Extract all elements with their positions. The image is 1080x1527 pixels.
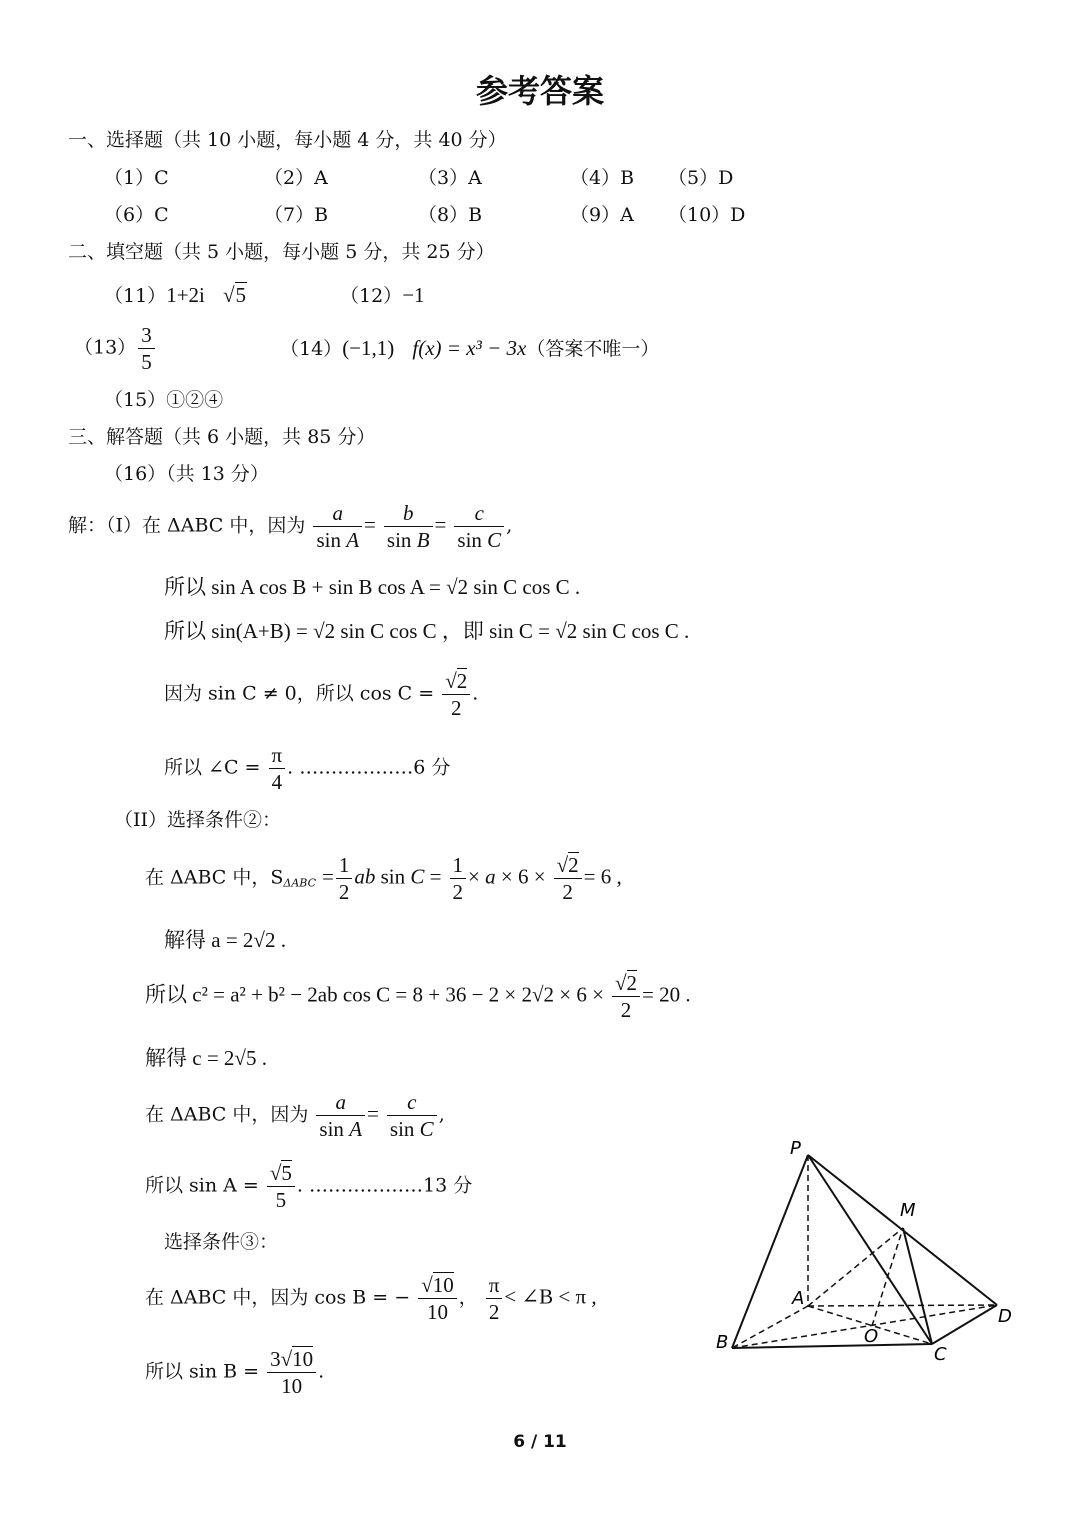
solution-line-9: 解得 c = 2√5 . (145, 1046, 267, 1070)
condition-3-header: 选择条件③： (164, 1231, 279, 1253)
section-2-header: 二、填空题（共 5 小题，每小题 5 分，共 25 分） (68, 241, 495, 263)
answer-4: （4）B (570, 167, 635, 189)
solution-line-8: 所以 c² = a² + b² − 2ab cos C = 8 + 36 − 2 × 2√2 × 6 × $\frac{√2}{2}$ = 20 . (145, 971, 691, 1022)
edge-AM (808, 1228, 903, 1306)
edge-BC (732, 1344, 932, 1348)
edge-PC (808, 1155, 932, 1344)
page-number: 6 / 11 (513, 1432, 567, 1452)
solution-line-7: 解得 a = 2√2 . (164, 928, 286, 952)
label-O: O (864, 1326, 879, 1347)
solution-line-4: 因为 sin C ≠ 0，所以 cos C = $\frac{√2}{2}$ . (164, 669, 479, 720)
solution-line-2: 所以 sin A cos B + sin B cos A = √2 sin C cos C . (164, 575, 581, 599)
solution-line-5: 所以 ∠C = $\frac{\pi}{4}$ . ………………6 分 (164, 743, 451, 794)
label-P: P (790, 1138, 801, 1159)
answer-1: （1）C (104, 167, 169, 189)
page-title: 参考答案 (475, 72, 604, 110)
label-A: A (792, 1288, 805, 1309)
edge-OM (872, 1228, 903, 1326)
part-ii-header: （II）选择条件②： (114, 809, 282, 831)
answer-10: （10）D (668, 204, 746, 226)
solution-line-6: 在 ΔABC 中，$S_{\Delta ABC}$ = $\frac{1}{2}$ ab sin C = $\frac{1}{2}$ × a × 6 × $\frac{√2}{2}$ = 6 , (145, 853, 622, 904)
answer-7: （7）B (264, 204, 329, 226)
answer-5: （5）D (668, 167, 734, 189)
edge-MC (903, 1228, 932, 1344)
label-M: M (900, 1200, 916, 1221)
answer-11: （11）1+2i √5 (104, 283, 247, 307)
answer-14: （14）(−1,1) f(x) = x³ − 3x（答案不唯一） (280, 336, 660, 360)
solution-line-13: 所以 sin B = $\frac{3√10}{10}$ . (145, 1347, 325, 1398)
question-16-header: （16）（共 13 分） (104, 463, 269, 485)
answer-2: （2）A (264, 167, 328, 189)
answer-3: （3）A (418, 167, 482, 189)
label-D: D (998, 1306, 1012, 1327)
answer-15: （15）①②④ (104, 389, 224, 411)
pyramid-figure (700, 1130, 1030, 1370)
answer-13: （13） $\frac{3}{5}$ (74, 322, 157, 375)
solution-line-12: 在 ΔABC 中，因为 cos B = − $\frac{√10}{10}$ ， $\frac{\pi}{2}$ < ∠B < π , (145, 1273, 597, 1324)
section-3-header: 三、解答题（共 6 小题，共 85 分） (68, 426, 376, 448)
edge-AD (808, 1305, 997, 1306)
solution-line-3: 所以 sin(A+B) = √2 sin C cos C ，即 sin C = √2 sin C cos C . (164, 619, 690, 643)
answer-9: （9）A (570, 204, 634, 226)
solution-line-1: 解：（I）在 ΔABC 中，因为 $\frac{a}{\text{sin A}}$ = $\frac{b}{\text{sin B}}$ = $\frac{c}{\text{sin C}}$ , (68, 501, 513, 552)
edge-PB (732, 1155, 808, 1348)
answer-6: （6）C (104, 204, 169, 226)
answer-8: （8）B (418, 204, 483, 226)
answer-12: （12）−1 (340, 283, 425, 307)
label-C: C (934, 1344, 947, 1365)
solution-line-10: 在 ΔABC 中，因为 $\frac{a}{\text{sin A}}$ = $\frac{c}{\text{sin C}}$ , (145, 1090, 445, 1141)
label-B: B (716, 1332, 729, 1353)
edge-AB (732, 1306, 808, 1348)
solution-line-11: 所以 sin A = $\frac{√5}{5}$ . ………………13 分 (145, 1161, 473, 1212)
section-1-header: 一、选择题（共 10 小题，每小题 4 分，共 40 分） (68, 129, 507, 151)
